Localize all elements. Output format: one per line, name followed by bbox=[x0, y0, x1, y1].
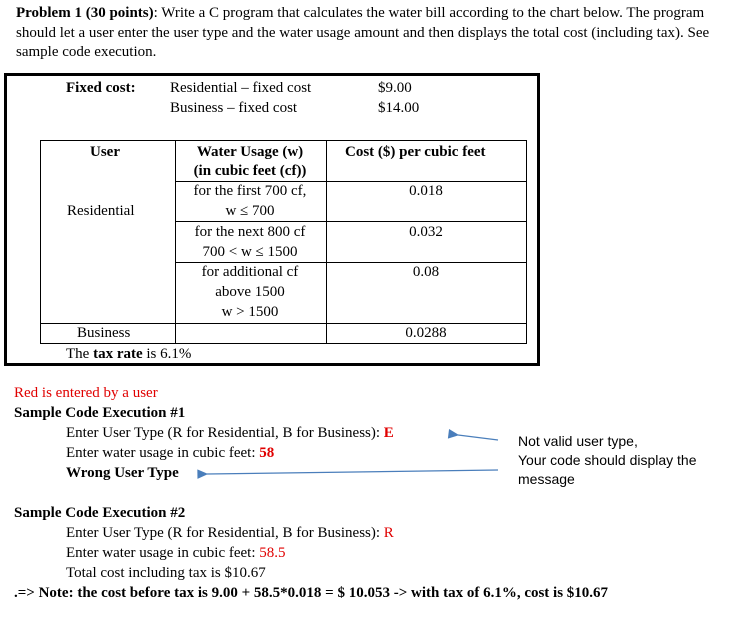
sample-2-prompt-2: Enter water usage in cubic feet: bbox=[66, 545, 260, 561]
tier3-line3: w > 1500 bbox=[221, 304, 279, 320]
tier2-cost: 0.032 bbox=[409, 224, 443, 240]
header-user: User bbox=[90, 144, 120, 160]
red-input-note: Red is entered by a user bbox=[14, 385, 158, 401]
problem-title: Problem 1 (30 points) bbox=[16, 5, 154, 21]
sample-2-input-2: 58.5 bbox=[259, 545, 286, 561]
arrow-to-input bbox=[458, 435, 498, 440]
tier1-line1: for the first 700 cf, bbox=[193, 183, 307, 199]
business-cost: 0.0288 bbox=[405, 325, 447, 341]
fixed-cost-label: Fixed cost: bbox=[66, 80, 136, 96]
row-residential-label: Residential bbox=[67, 203, 135, 219]
tier3-cost: 0.08 bbox=[412, 264, 440, 280]
sample-1-prompt-2: Enter water usage in cubic feet: bbox=[66, 445, 260, 461]
tier1-cost: 0.018 bbox=[409, 183, 443, 199]
tax-prefix: The bbox=[66, 346, 94, 362]
sample-1-prompt-1: Enter User Type (R for Residential, B for Business): bbox=[66, 425, 384, 441]
annotation-line-2: Your code should display the bbox=[518, 452, 697, 468]
sample-2-output: Total cost including tax is $10.67 bbox=[66, 565, 266, 581]
fixed-residential-value: $9.00 bbox=[378, 80, 412, 96]
fixed-business-value: $14.00 bbox=[378, 100, 420, 116]
sample-2-line-1 bbox=[66, 525, 394, 542]
sample-2-title: Sample Code Execution #2 bbox=[14, 505, 186, 521]
fixed-business-label: Business – fixed cost bbox=[170, 100, 298, 116]
header-usage-1: Water Usage (w) bbox=[196, 144, 304, 160]
sample-2-input-1: R bbox=[383, 525, 394, 541]
header-usage-2: (in cubic feet (cf)) bbox=[193, 163, 307, 179]
tax-bold: tax rate bbox=[93, 346, 143, 362]
annotation-line-3: message bbox=[518, 471, 575, 487]
tier3-line2: above 1500 bbox=[215, 284, 285, 300]
fixed-residential-label: Residential – fixed cost bbox=[170, 80, 312, 96]
tier3-line1: for additional cf bbox=[201, 264, 299, 280]
header-cost: Cost ($) per cubic feet bbox=[345, 144, 486, 160]
problem-text: : Write a C program that calculates the water bill according to the chart below. The program should let a user enter the user type and the water usage amount and then displays the total cost (including tax). See sample code execution. bbox=[16, 5, 710, 60]
sample-1-output: Wrong User Type bbox=[66, 465, 179, 481]
calculation-note: .=> Note: the cost before tax is 9.00 + 58.5*0.018 = $ 10.053 -> with tax of 6.1%, cost is $10.67 bbox=[14, 585, 609, 601]
row-business-label: Business bbox=[77, 325, 131, 341]
sample-2-prompt-1: Enter User Type (R for Residential, B for Business): bbox=[66, 525, 384, 541]
tier2-line1: for the next 800 cf bbox=[194, 224, 306, 240]
sample-1-input-2: 58 bbox=[259, 445, 275, 461]
tier2-line2: 700 < w ≤ 1500 bbox=[202, 244, 298, 260]
sample-1-input-1: E bbox=[383, 425, 394, 441]
sample-1-title: Sample Code Execution #1 bbox=[14, 405, 186, 421]
tier1-line2: w ≤ 700 bbox=[225, 203, 275, 219]
tax-suffix: is 6.1% bbox=[142, 346, 192, 362]
sample-2-line-2 bbox=[66, 545, 286, 562]
arrow-to-output bbox=[207, 470, 498, 474]
annotation-line-1: Not valid user type, bbox=[518, 433, 638, 449]
